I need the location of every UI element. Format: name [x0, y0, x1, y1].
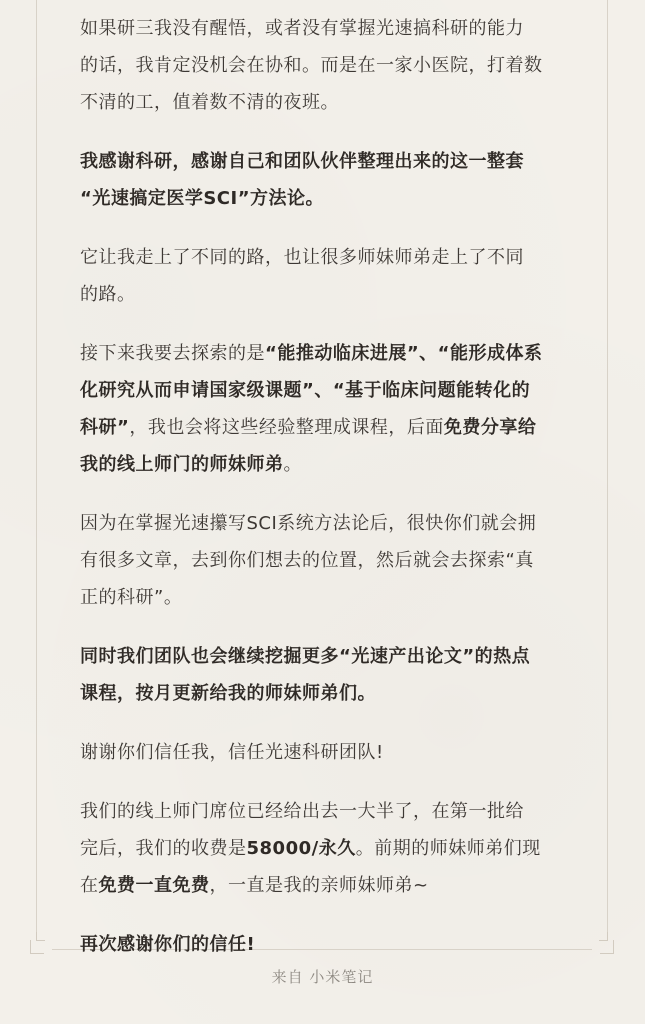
frame-corner-ornament-right	[600, 940, 614, 954]
paragraph-2: 我感谢科研，感谢自己和团队伙伴整理出来的这一整套 “光速搞定医学SCI”方法论。	[80, 151, 524, 209]
frame-border-right	[607, 0, 608, 936]
paragraph-6: 同时我们团队也会继续挖掘更多“光速产出论文”的热点 课程，按月更新给我的师妹师弟们。	[80, 646, 531, 704]
paragraph-1: 如果研三我没有醒悟，或者没有掌握光速搞科研的能力 的话，我肯定没机会在协和。而是在一家小医院，打着数 不清的工，值着数不清的夜班。	[80, 18, 543, 113]
frame-corner-ornament-left	[30, 940, 44, 954]
paragraph-3: 它让我走上了不同的路，也让很多师妹师弟走上了不同 的路。	[80, 247, 524, 305]
paragraph-4-seg-5: 。	[283, 454, 302, 475]
source-footer: 来自 小米笔记	[271, 968, 374, 986]
paragraph-4-seg-3: ，我也会将这些经验整理成课程，后面	[129, 417, 444, 438]
paragraph-5: 因为在掌握光速攥写SCI系统方法论后，很快你们就会拥 有很多文章，去到你们想去的位置，然后就会去探索“真 正的科研”。	[80, 513, 537, 608]
paragraph-8-seg-1: 我们的线上师门席位已经给出去一大半了，在第一批给 完后，我们的收费是	[80, 801, 524, 859]
paragraph-8-seg-3: 。前期的师妹师弟们现 在	[80, 838, 541, 896]
paragraph-4-seg-1: 接下来我要去探索的是	[80, 343, 265, 364]
paragraph-8-seg-5: ，一直是我的亲师妹师弟~	[209, 875, 429, 896]
paragraph-4-seg-2: “能推动临床进展”、“能形成体系 化研究从而申请国家级课题”、“基于临床问题能转化的 科研”	[80, 343, 543, 438]
paragraph-8-seg-4: 免费一直免费	[98, 875, 210, 896]
paragraph-4	[80, 335, 580, 483]
paragraph-9: 再次感谢你们的信任!	[80, 934, 256, 955]
paragraph-4-seg-4: 免费分享给 我的线上师门的师妹师弟	[80, 417, 537, 475]
note-body	[80, 10, 580, 985]
paragraph-7: 谢谢你们信任我，信任光速科研团队!	[80, 742, 384, 763]
paragraph-8	[80, 793, 580, 904]
paragraph-8-seg-2: 58000/永久	[246, 838, 356, 859]
frame-border-left	[36, 0, 37, 936]
